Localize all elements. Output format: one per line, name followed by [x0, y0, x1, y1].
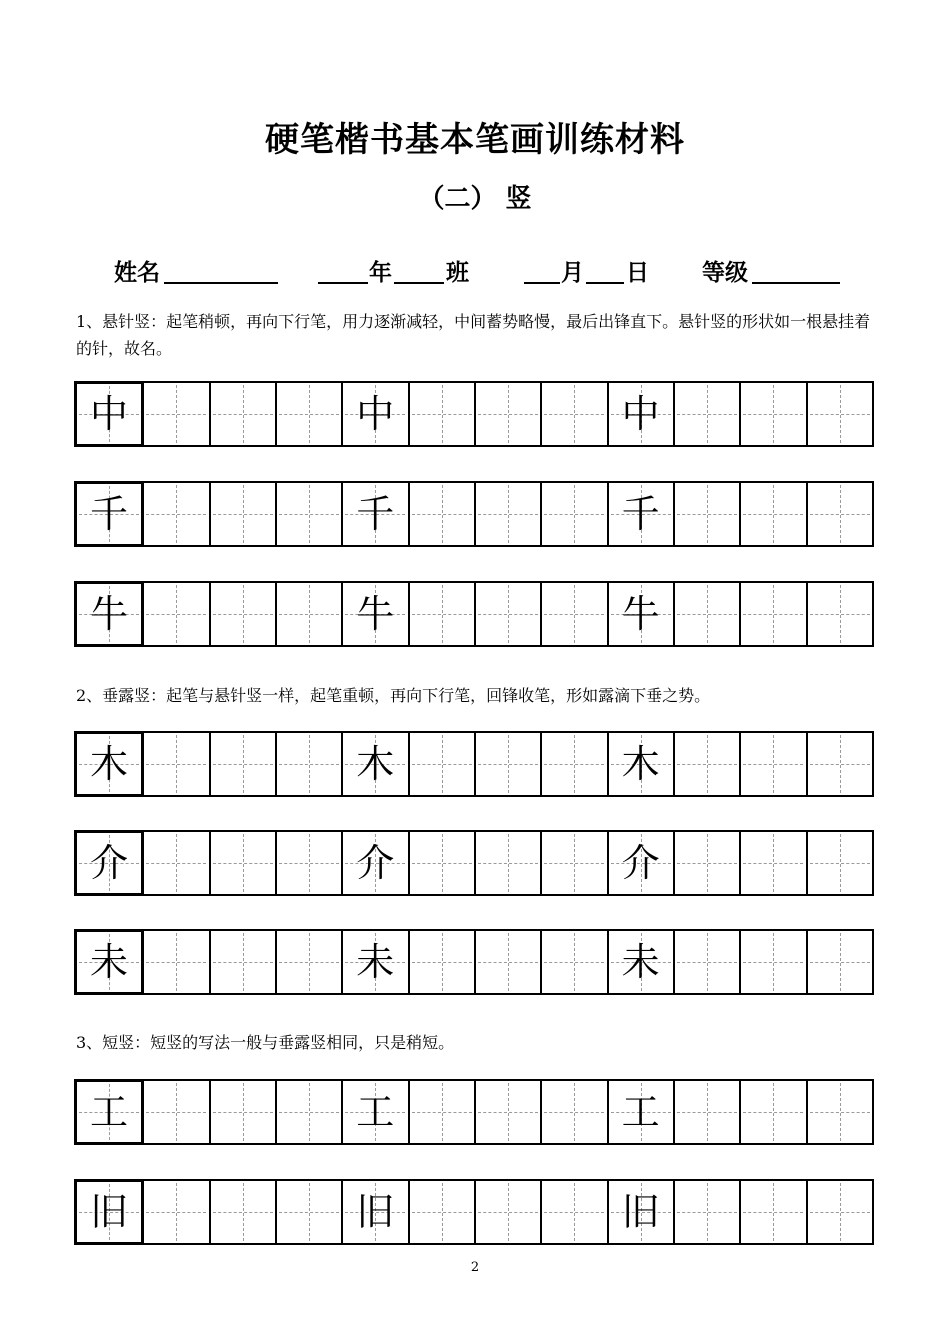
month-label: 月	[561, 259, 584, 286]
model-character-cell	[74, 481, 144, 547]
model-character-cell	[74, 1179, 144, 1245]
model-character: 介	[356, 841, 395, 885]
model-character-cell	[607, 383, 673, 445]
practice-row	[74, 1079, 874, 1145]
practice-cell[interactable]	[275, 383, 341, 445]
practice-cell[interactable]	[209, 832, 275, 894]
practice-cell[interactable]	[408, 832, 474, 894]
practice-cell[interactable]	[474, 931, 540, 993]
model-character: 木	[621, 742, 660, 786]
practice-cell[interactable]	[142, 1081, 208, 1143]
model-character: 千	[89, 492, 128, 536]
practice-cell[interactable]	[142, 583, 208, 645]
practice-cell[interactable]	[673, 832, 739, 894]
practice-cell[interactable]	[673, 1081, 739, 1143]
model-character: 牛	[621, 592, 660, 636]
model-character-cell	[74, 830, 144, 896]
practice-cell[interactable]	[739, 1181, 805, 1243]
model-character-cell	[341, 483, 407, 545]
model-character: 旧	[356, 1190, 395, 1234]
practice-cell[interactable]	[474, 483, 540, 545]
class-blank[interactable]	[394, 282, 444, 284]
student-info-line	[0, 254, 950, 288]
day-label: 日	[626, 259, 649, 286]
name-label: 姓名	[114, 259, 160, 286]
practice-row	[74, 481, 874, 547]
practice-cell[interactable]	[275, 733, 341, 795]
page-title: 硬笔楷书基本笔画训练材料	[265, 120, 685, 160]
practice-cell[interactable]	[739, 583, 805, 645]
practice-cell[interactable]	[275, 583, 341, 645]
grade-blank[interactable]	[318, 282, 368, 284]
practice-cell[interactable]	[673, 733, 739, 795]
model-character: 工	[89, 1090, 128, 1134]
model-character: 介	[89, 841, 128, 885]
practice-cell[interactable]	[673, 383, 739, 445]
practice-cell[interactable]	[209, 1081, 275, 1143]
model-character: 未	[621, 940, 660, 984]
model-character-cell	[607, 483, 673, 545]
model-character-cell	[607, 1181, 673, 1243]
practice-cell[interactable]	[275, 483, 341, 545]
practice-cell[interactable]	[540, 733, 606, 795]
model-character: 未	[356, 940, 395, 984]
month-blank[interactable]	[524, 282, 560, 284]
practice-cell[interactable]	[275, 1181, 341, 1243]
practice-cell[interactable]	[209, 1181, 275, 1243]
practice-row	[74, 581, 874, 647]
practice-cell[interactable]	[739, 832, 805, 894]
model-character: 牛	[356, 592, 395, 636]
practice-cell[interactable]	[209, 733, 275, 795]
model-character-cell	[74, 1079, 144, 1145]
page-subtitle: （二） 竖	[418, 184, 532, 214]
model-character-cell	[74, 581, 144, 647]
practice-cell[interactable]	[540, 383, 606, 445]
practice-cell[interactable]	[739, 931, 805, 993]
model-character: 旧	[621, 1190, 660, 1234]
model-character-cell	[341, 1081, 407, 1143]
model-character-cell	[74, 731, 144, 797]
model-character-cell	[341, 931, 407, 993]
practice-cell[interactable]	[408, 383, 474, 445]
model-character-cell	[341, 1181, 407, 1243]
practice-cell[interactable]	[474, 832, 540, 894]
model-character-cell	[341, 832, 407, 894]
practice-cell[interactable]	[408, 931, 474, 993]
level-blank[interactable]	[752, 282, 840, 284]
practice-cell[interactable]	[673, 931, 739, 993]
practice-cell[interactable]	[806, 483, 872, 545]
model-character: 中	[356, 392, 395, 436]
model-character: 木	[356, 742, 395, 786]
model-character: 工	[621, 1090, 660, 1134]
class-label: 班	[446, 259, 469, 286]
model-character: 未	[89, 940, 128, 984]
practice-cell[interactable]	[806, 832, 872, 894]
practice-row	[74, 381, 874, 447]
model-character: 千	[621, 492, 660, 536]
practice-row	[74, 1179, 874, 1245]
practice-cell[interactable]	[142, 931, 208, 993]
practice-row	[74, 929, 874, 995]
section-3-text: 3、短竖：短竖的写法一般与垂露竖相同，只是稍短。	[76, 1033, 455, 1052]
model-character-cell	[607, 733, 673, 795]
practice-row	[74, 830, 874, 896]
practice-cell[interactable]	[673, 1181, 739, 1243]
model-character-cell	[607, 583, 673, 645]
section-1-text: 1、悬针竖：起笔稍顿，再向下行笔，用力逐渐减轻，中间蓄势略慢，最后出锋直下。悬针竖的形状如一根悬挂着的针，故名。	[76, 312, 871, 358]
practice-cell[interactable]	[209, 383, 275, 445]
section-2-text: 2、垂露竖：起笔与悬针竖一样，起笔重顿，再向下行笔，回锋收笔，形如露滴下垂之势。	[76, 686, 711, 705]
practice-cell[interactable]	[739, 383, 805, 445]
practice-cell[interactable]	[806, 733, 872, 795]
page-number: 2	[470, 1260, 480, 1275]
practice-cell[interactable]	[474, 1081, 540, 1143]
model-character: 牛	[89, 592, 128, 636]
practice-cell[interactable]	[806, 383, 872, 445]
practice-cell[interactable]	[540, 931, 606, 993]
practice-cell[interactable]	[806, 1081, 872, 1143]
model-character-cell	[74, 929, 144, 995]
practice-cell[interactable]	[673, 483, 739, 545]
practice-cell[interactable]	[806, 1181, 872, 1243]
practice-cell[interactable]	[142, 832, 208, 894]
level-label: 等级	[702, 259, 748, 286]
practice-cell[interactable]	[540, 1181, 606, 1243]
practice-cell[interactable]	[408, 483, 474, 545]
practice-cell[interactable]	[209, 931, 275, 993]
practice-cell[interactable]	[540, 583, 606, 645]
practice-cell[interactable]	[739, 733, 805, 795]
model-character: 介	[621, 841, 660, 885]
practice-cell[interactable]	[209, 483, 275, 545]
practice-cell[interactable]	[739, 483, 805, 545]
model-character: 木	[89, 742, 128, 786]
practice-cell[interactable]	[142, 1181, 208, 1243]
model-character: 千	[356, 492, 395, 536]
model-character-cell	[341, 733, 407, 795]
model-character: 中	[621, 392, 660, 436]
practice-cell[interactable]	[474, 1181, 540, 1243]
model-character-cell	[607, 832, 673, 894]
practice-cell[interactable]	[408, 1181, 474, 1243]
practice-cell[interactable]	[474, 733, 540, 795]
model-character-cell	[341, 383, 407, 445]
practice-cell[interactable]	[806, 583, 872, 645]
model-character: 中	[89, 392, 128, 436]
practice-cell[interactable]	[474, 583, 540, 645]
practice-cell[interactable]	[739, 1081, 805, 1143]
practice-cell[interactable]	[408, 733, 474, 795]
model-character-cell	[341, 583, 407, 645]
day-blank[interactable]	[586, 282, 624, 284]
practice-cell[interactable]	[474, 383, 540, 445]
practice-cell[interactable]	[142, 483, 208, 545]
practice-cell[interactable]	[275, 1081, 341, 1143]
practice-cell[interactable]	[275, 931, 341, 993]
practice-cell[interactable]	[408, 1081, 474, 1143]
model-character: 旧	[89, 1190, 128, 1234]
practice-cell[interactable]	[806, 931, 872, 993]
practice-cell[interactable]	[209, 583, 275, 645]
practice-cell[interactable]	[408, 583, 474, 645]
practice-cell[interactable]	[540, 832, 606, 894]
practice-cell[interactable]	[142, 733, 208, 795]
practice-cell[interactable]	[275, 832, 341, 894]
practice-cell[interactable]	[673, 583, 739, 645]
practice-cell[interactable]	[540, 483, 606, 545]
model-character-cell	[607, 931, 673, 993]
model-character-cell	[607, 1081, 673, 1143]
practice-cell[interactable]	[142, 383, 208, 445]
model-character: 工	[356, 1090, 395, 1134]
practice-cell[interactable]	[540, 1081, 606, 1143]
name-blank[interactable]	[164, 282, 278, 284]
grade-label: 年	[369, 259, 392, 286]
model-character-cell	[74, 381, 144, 447]
practice-row	[74, 731, 874, 797]
